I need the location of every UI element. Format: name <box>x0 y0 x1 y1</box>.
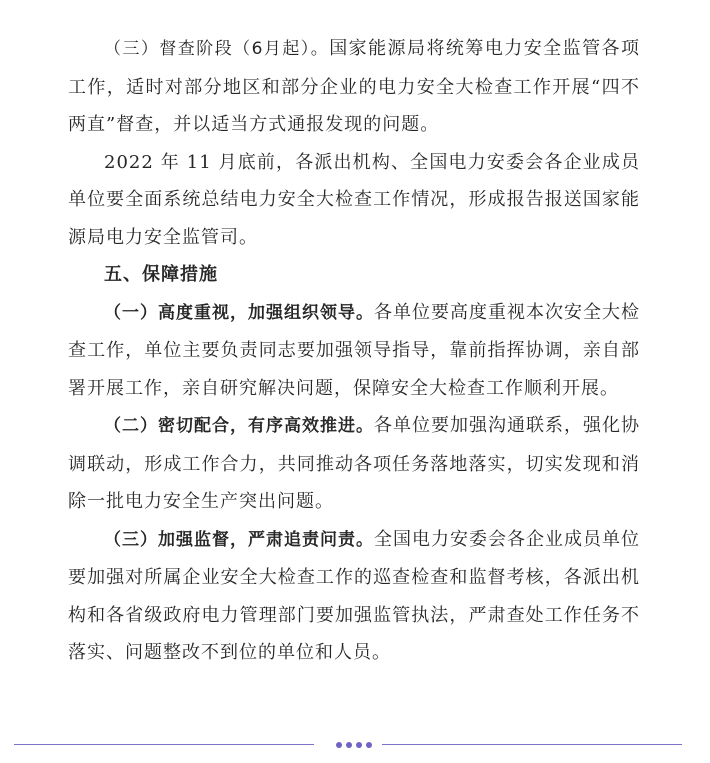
paragraph-summary-deadline <box>68 144 640 257</box>
measure-lead: （三）加强监督，严肃追责问责。 <box>104 529 374 550</box>
divider-line-left <box>14 744 314 745</box>
divider-line-right <box>382 744 682 745</box>
divider-dot <box>356 742 362 748</box>
divider-dot <box>336 742 342 748</box>
measure-paragraph-1 <box>68 294 640 408</box>
measure-lead: （一）高度重视，加强组织领导。 <box>104 302 374 323</box>
measure-paragraph-2 <box>68 407 640 521</box>
measure-paragraph-3 <box>68 521 640 672</box>
divider-dot <box>366 742 372 748</box>
section-heading: 五、保障措施 <box>104 264 218 285</box>
paragraph-text: 国家能源局将统筹电力安全监管各项工作，适时对部分地区和部分企业的电力安全大检查工作开展“四不两直”督查，并以适当方式通报发现的问题。 <box>68 38 640 135</box>
paragraph-lead: （三）督查阶段（6月起）。 <box>104 39 330 59</box>
document-body <box>68 30 640 672</box>
divider-dot <box>346 742 352 748</box>
four-dots-icon <box>336 742 372 748</box>
section-divider <box>14 743 682 747</box>
measure-text: 各单位要高度重视本次安全大检查工作，单位主要负责同志要加强领导指导，靠前指挥协调，亲自部署开展工作，亲自研究解决问题，保障安全大检查工作顺利开展。 <box>68 301 640 399</box>
paragraph-supervision-stage <box>68 30 640 144</box>
paragraph-text: 2022 年 11 月底前，各派出机构、全国电力安委会各企业成员单位要全面系统总结电力安全大检查工作情况，形成报告报送国家能源局电力安全监管司。 <box>68 151 640 248</box>
measure-text: 全国电力安委会各企业成员单位要加强对所属企业安全大检查工作的巡查检查和监督考核，各派出机构和各省级政府电力管理部门要加强监管执法，严肃查处工作任务不落实、问题整改不到位的单位和人员。 <box>68 528 640 663</box>
measure-lead: （二）密切配合，有序高效推进。 <box>104 416 374 436</box>
measure-text: 各单位要加强沟通联系，强化协调联动，形成工作合力，共同推动各项任务落地落实，切实发现和消除一批电力安全生产突出问题。 <box>68 415 640 512</box>
